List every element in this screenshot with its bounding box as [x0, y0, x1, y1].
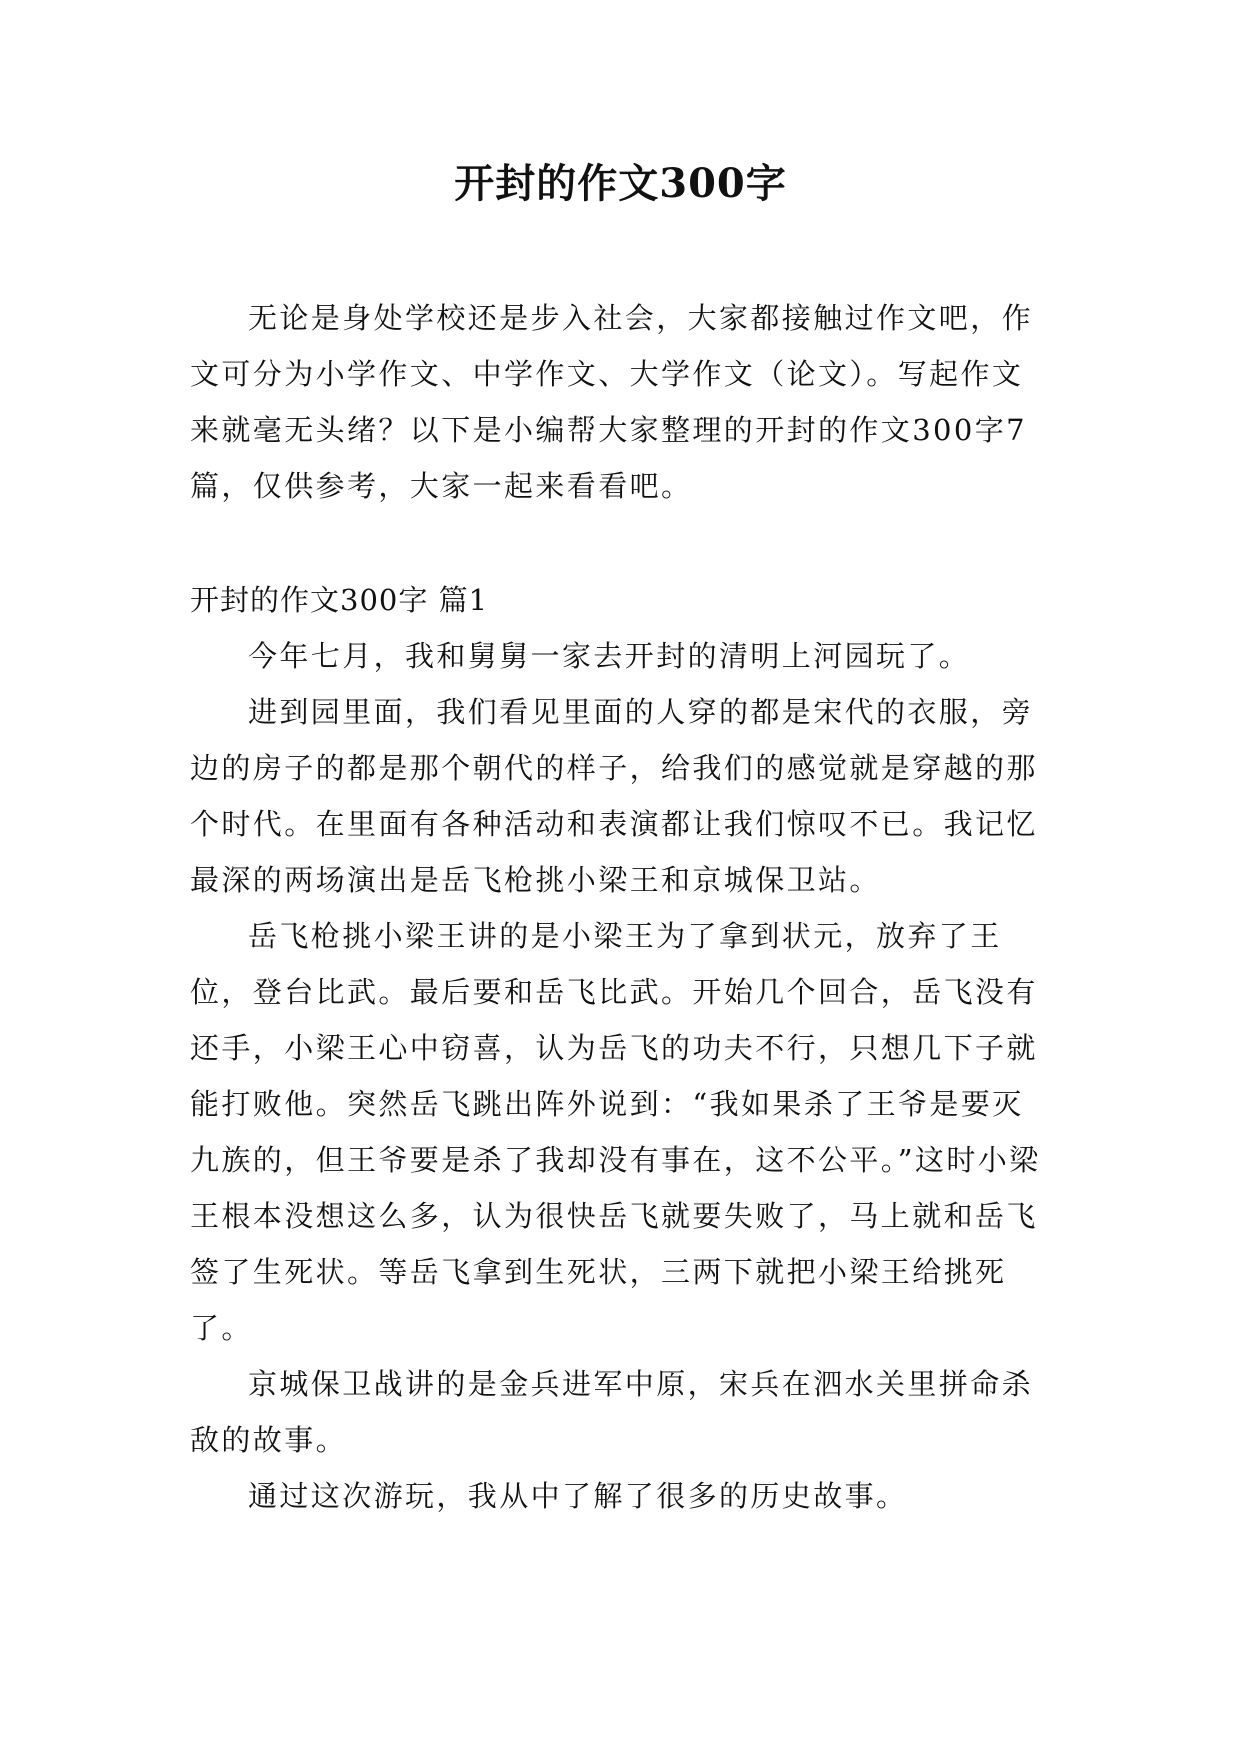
intro-paragraph: 无论是身处学校还是步入社会，大家都接触过作文吧，作文可分为小学作文、中学作文、大学作文（论文）。写起作文来就毫无头绪？以下是小编帮大家整理的开封的作文300字7篇，仅供参考，大家一起来看看吧。 [190, 301, 1034, 503]
body-paragraph-2: 进到园里面，我们看见里面的人穿的都是宋代的衣服，旁边的房子的都是那个朝代的样子，给我们的感觉就是穿越的那个时代。在里面有各种活动和表演都让我们惊叹不已。我记忆最深的两场演出是岳飞枪挑小梁王和京城保卫站。 [190, 695, 1038, 897]
body-paragraph-4: 京城保卫战讲的是金兵进军中原，宋兵在泗水关里拼命杀敌的故事。 [190, 1367, 1034, 1457]
section-heading: 开封的作文300字 篇1 [190, 583, 489, 617]
document-body [190, 290, 1050, 1524]
document-title: 开封的作文300字 [454, 160, 787, 207]
body-paragraph-1: 今年七月，我和舅舅一家去开封的清明上河园玩了。 [248, 639, 971, 673]
body-paragraph-3: 岳飞枪挑小梁王讲的是小梁王为了拿到状元，放弃了王位，登台比武。最后要和岳飞比武。开始几个回合，岳飞没有还手，小梁王心中窃喜，认为岳飞的功夫不行，只想几下子就能打败他。突然岳飞跳出阵外说到：“我如果杀了王爷是要灭九族的，但王爷要是杀了我却没有事在，这不公平。”这时小梁王根本没想这么多，认为很快岳飞就要失败了，马上就和岳飞签了生死状。等岳飞拿到生死状，三两下就把小梁王给挑死了。 [190, 919, 1041, 1345]
body-paragraph-5: 通过这次游玩，我从中了解了很多的历史故事。 [248, 1479, 908, 1513]
